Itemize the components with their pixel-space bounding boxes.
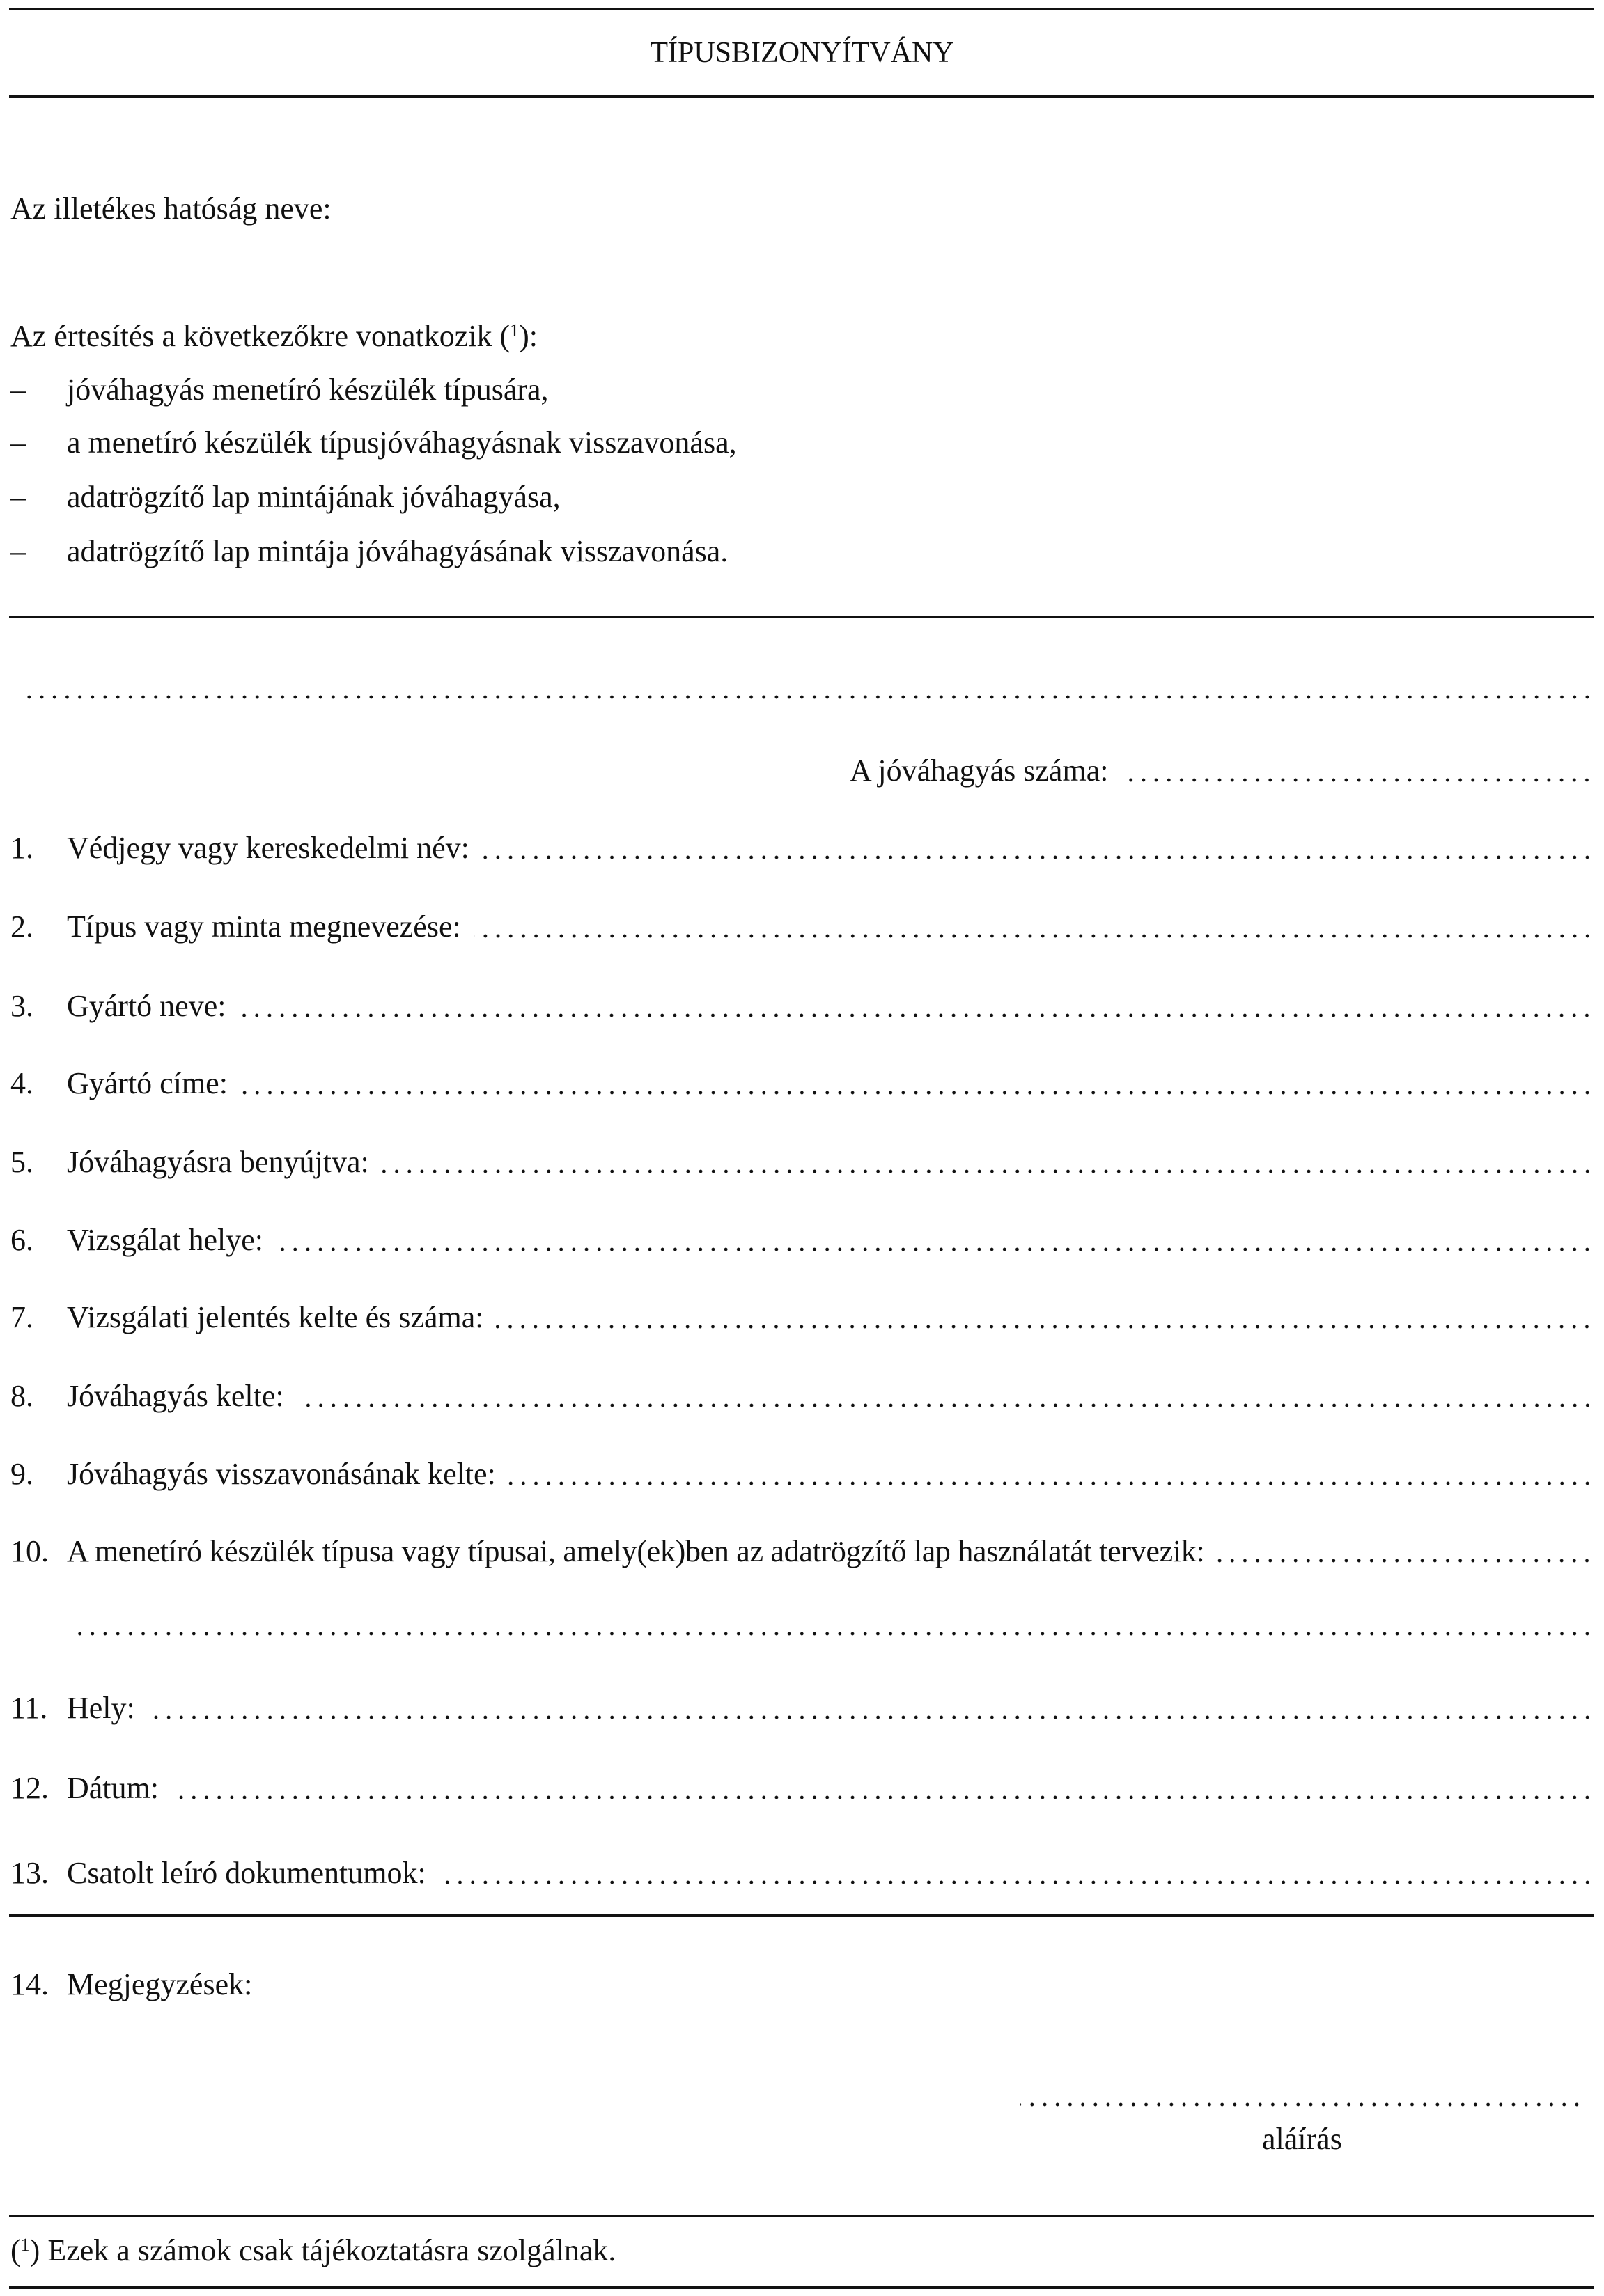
footnote: ($^1$) Ezek a számok csak tájékoztatásra szolgálnak. xyxy=(10,2233,616,2267)
field-input[interactable] xyxy=(148,1715,1594,1719)
field-input[interactable] xyxy=(496,1325,1594,1329)
field-label: Hely: xyxy=(67,1691,135,1725)
field-row xyxy=(10,1693,1594,1724)
dash: – xyxy=(10,534,26,568)
field-label: A menetíró készülék típusa vagy típusai, amely(ek)ben az adatrögzítő lap használatát tervezik: xyxy=(67,1534,1205,1568)
field-label: Dátum: xyxy=(67,1771,159,1805)
field-input[interactable] xyxy=(171,1795,1594,1799)
field-number: 5. xyxy=(10,1145,33,1179)
field-number: 10. xyxy=(10,1534,49,1568)
field-label: Gyártó neve: xyxy=(67,989,226,1023)
field-number: 3. xyxy=(10,989,33,1023)
footnote-text: Ezek a számok csak tájékoztatásra szolgálnak. xyxy=(47,2233,616,2267)
field-row xyxy=(10,1068,1594,1099)
top-rule xyxy=(9,8,1594,10)
list-item xyxy=(10,482,26,513)
list-item xyxy=(10,425,26,460)
field-label: Jóváhagyás visszavonásának kelte: xyxy=(67,1457,496,1491)
field-number: 11. xyxy=(10,1691,48,1725)
field-row xyxy=(10,1858,1594,1889)
remarks-label: Megjegyzések: xyxy=(67,1967,253,2001)
field-number: 8. xyxy=(10,1379,33,1413)
field-label: Vizsgálati jelentés kelte és száma: xyxy=(67,1300,484,1334)
remarks-number: 14. xyxy=(10,1967,49,2001)
field-row xyxy=(10,1225,1594,1256)
field-input[interactable] xyxy=(1217,1559,1594,1563)
field-row xyxy=(10,1381,1594,1412)
footnote-rule xyxy=(9,2215,1594,2217)
signature-label: aláírás xyxy=(1262,2122,1342,2156)
list-item-text: jóváhagyás menetíró készülék típusára, xyxy=(67,373,549,407)
authority-label: Az illetékes hatóság neve: xyxy=(10,192,332,226)
signature-field[interactable] xyxy=(1020,2102,1583,2107)
section-rule xyxy=(9,616,1594,618)
title-rule xyxy=(9,95,1594,98)
dash: – xyxy=(10,480,26,514)
dash: – xyxy=(10,373,26,407)
field-number: 2. xyxy=(10,909,33,944)
remarks-row xyxy=(10,1969,1594,2000)
field-label: Csatolt leíró dokumentumok: xyxy=(67,1856,426,1890)
field-label: Jóváhagyásra benyújtva: xyxy=(67,1145,369,1179)
field-label: Vizsgálat helye: xyxy=(67,1223,264,1257)
field-input[interactable] xyxy=(240,1091,1594,1095)
field-number: 13. xyxy=(10,1856,49,1890)
field-10-continuation[interactable] xyxy=(77,1632,1594,1636)
field-row xyxy=(10,1302,1594,1333)
field-row xyxy=(10,991,1594,1022)
field-row xyxy=(10,1147,1594,1178)
field-input[interactable] xyxy=(474,934,1594,938)
field-label: Jóváhagyás kelte: xyxy=(67,1379,284,1413)
section-rule xyxy=(9,1914,1594,1917)
field-input[interactable] xyxy=(439,1880,1594,1884)
field-input[interactable] xyxy=(297,1403,1594,1407)
field-input[interactable] xyxy=(382,1169,1594,1173)
field-input[interactable] xyxy=(276,1247,1594,1251)
page-title: TÍPUSBIZONYÍTVÁNY xyxy=(650,37,954,69)
field-row xyxy=(10,833,1594,864)
field-input[interactable] xyxy=(508,1481,1594,1485)
list-item-text: adatrögzítő lap mintája jóváhagyásának visszavonása. xyxy=(67,534,729,568)
footnote-ref: 1 xyxy=(510,320,520,341)
field-input[interactable] xyxy=(238,1013,1594,1017)
list-item xyxy=(10,375,26,405)
notification-intro xyxy=(10,321,538,352)
field-input[interactable] xyxy=(482,855,1594,859)
field-row xyxy=(10,1536,1594,1567)
field-label: Védjegy vagy kereskedelmi név: xyxy=(67,831,469,865)
approval-number-field[interactable] xyxy=(1121,778,1594,782)
field-label: Típus vagy minta megnevezése: xyxy=(67,909,461,944)
approval-number-label: A jóváhagyás száma: xyxy=(850,753,1109,788)
intro-end: ): xyxy=(519,319,538,353)
field-number: 7. xyxy=(10,1300,33,1334)
field-number: 6. xyxy=(10,1223,33,1257)
list-item-text: a menetíró készülék típusjóváhagyásnak visszavonása, xyxy=(67,425,737,460)
field-number: 4. xyxy=(10,1066,33,1100)
authority-dots-field[interactable] xyxy=(21,695,1594,699)
intro-text: Az értesítés a következőkre vonatkozik ( xyxy=(10,319,511,353)
field-row xyxy=(10,1459,1594,1490)
dash: – xyxy=(10,425,26,460)
field-number: 9. xyxy=(10,1457,33,1491)
list-item xyxy=(10,536,26,567)
field-number: 12. xyxy=(10,1771,49,1805)
field-label: Gyártó címe: xyxy=(67,1066,228,1100)
field-number: 1. xyxy=(10,831,33,865)
list-item-text: adatrögzítő lap mintájának jóváhagyása, xyxy=(67,480,561,514)
footnote-number: 1 xyxy=(20,2235,30,2255)
bottom-rule xyxy=(9,2286,1594,2289)
field-row xyxy=(10,909,1594,944)
field-row xyxy=(10,1773,1594,1804)
approval-number-row xyxy=(850,753,1594,788)
